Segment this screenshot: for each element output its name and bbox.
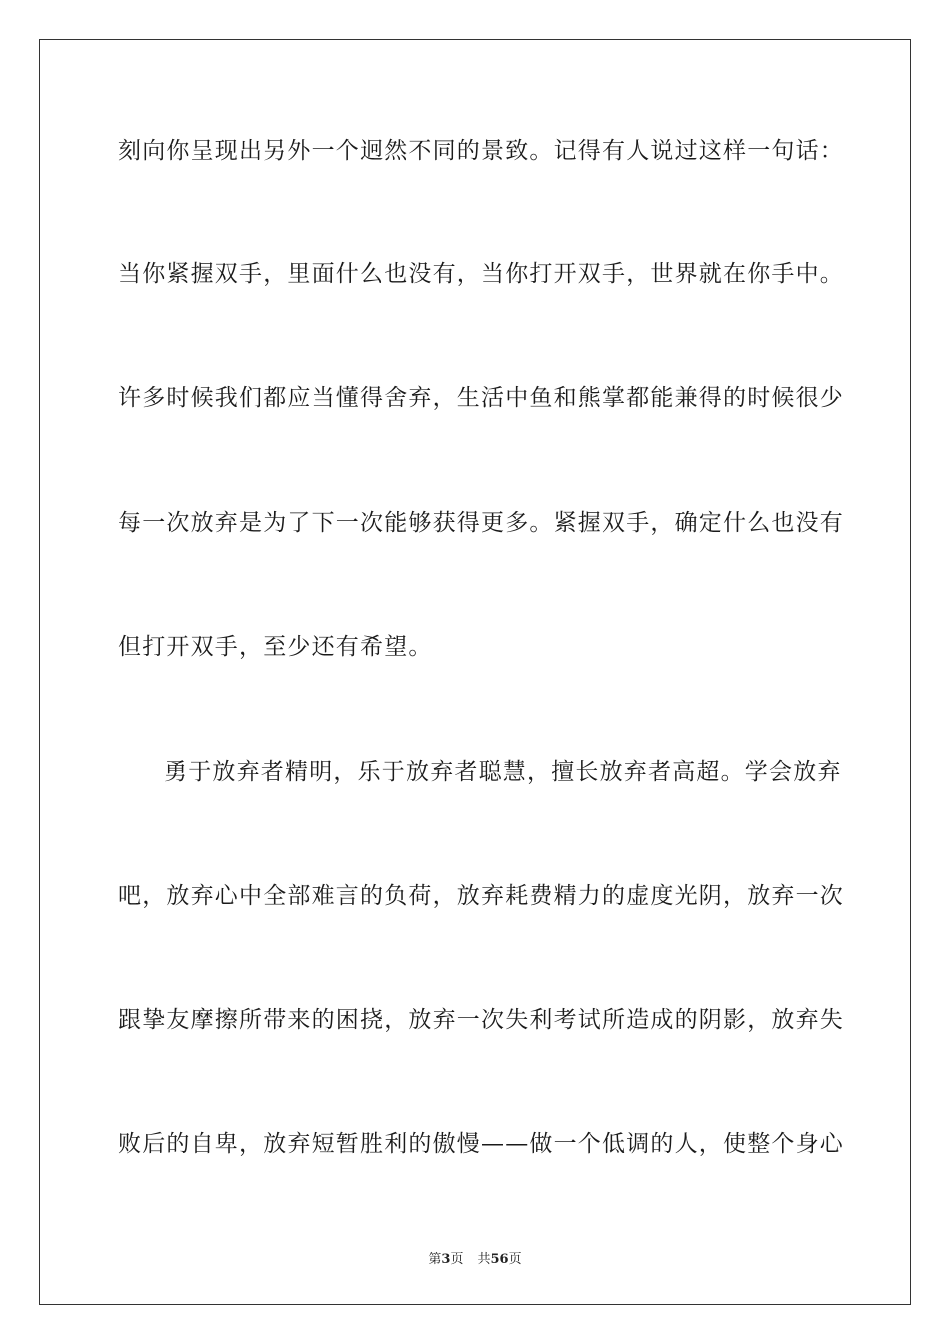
page-footer — [0, 1248, 950, 1267]
page-border — [39, 39, 911, 1305]
total-suffix: 页 — [508, 1252, 522, 1267]
text-line-1: 刻向你呈现出另外一个迥然不同的景致。记得有人说过这样一句话： — [118, 138, 844, 164]
text-line-5: 但打开双手，至少还有希望。 — [118, 634, 433, 660]
total-prefix: 共 — [477, 1252, 491, 1267]
text-line-7: 吧，放弃心中全部难言的负荷，放弃耗费精力的虚度光阴，放弃一次 — [118, 883, 844, 909]
text-line-2: 当你紧握双手，里面什么也没有，当你打开双手，世界就在你手中。 — [118, 261, 844, 287]
page-number: 3 — [441, 1252, 451, 1267]
page-prefix: 第 — [428, 1252, 442, 1267]
text-line-8: 跟挚友摩擦所带来的困挠，放弃一次失利考试所造成的阴影，放弃失 — [118, 1007, 844, 1033]
total-pages: 56 — [490, 1252, 509, 1267]
text-line-6-paragraph-start: 勇于放弃者精明，乐于放弃者聪慧，擅长放弃者高超。学会放弃 — [164, 759, 842, 785]
page-suffix: 页 — [450, 1252, 464, 1267]
text-line-9: 败后的自卑，放弃短暂胜利的傲慢——做一个低调的人，使整个身心 — [118, 1131, 844, 1157]
text-line-4: 每一次放弃是为了下一次能够获得更多。紧握双手，确定什么也没有 — [118, 510, 844, 536]
text-line-3: 许多时候我们都应当懂得舍弃，生活中鱼和熊掌都能兼得的时候很少 — [118, 385, 844, 411]
